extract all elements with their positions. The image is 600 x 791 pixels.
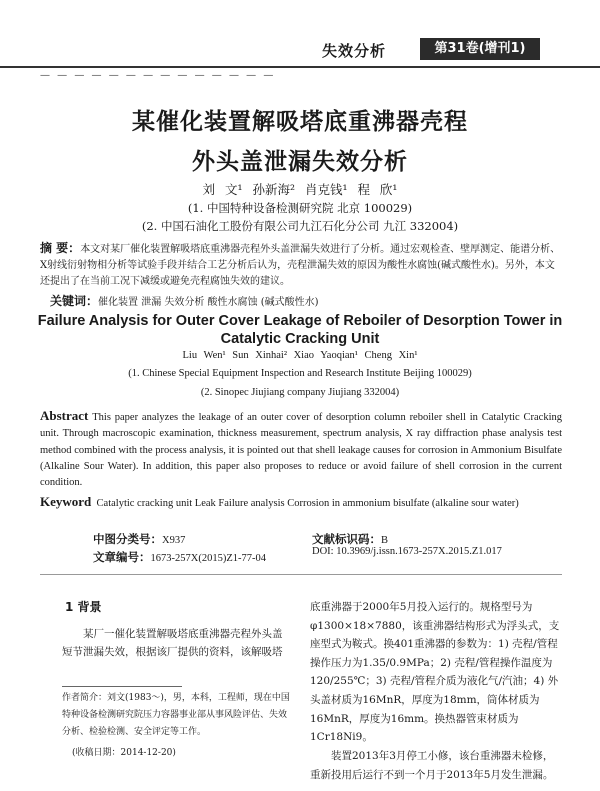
clc-value: X937 bbox=[162, 535, 186, 546]
section-heading-background: 1 背景 bbox=[65, 600, 102, 614]
abstract-cn-text: 本文对某厂催化装置解吸塔底重沸器壳程外头盖泄漏失效进行了分析。通过宏观检查、壁厚测定、能谱分析、X射线衍射物相分析等试验手段并结合工艺分析后认为，壳程泄漏失效的原因为酸性水腐蚀(碱式酸性水)。另外，本文还提出了在当前工况下减缓或避免壳程腐蚀失效的建议。 bbox=[40, 244, 561, 287]
keywords-en-text: Catalytic cracking unit Leak Failure analysis Corrosion in ammonium bisulfate (alkaline sour water) bbox=[96, 498, 519, 509]
journal-name: 失效分析 bbox=[322, 42, 387, 60]
header-dash-line: — — — — — — — — — — — — — — bbox=[40, 70, 276, 81]
keywords-cn-text: 催化装置 泄漏 失效分析 酸性水腐蚀 (碱式酸性水) bbox=[98, 297, 319, 308]
footnote-rule bbox=[62, 686, 182, 687]
abstract-en bbox=[40, 408, 562, 491]
affiliation-en-1: (1. Chinese Special Equipment Inspection and Research Institute Beijing 100029) bbox=[128, 368, 472, 379]
abstract-cn bbox=[40, 240, 562, 290]
keywords-en bbox=[40, 494, 562, 511]
affiliation-en-2: (2. Sinopec Jiujiang company Jiujiang 332004) bbox=[200, 387, 400, 398]
title-cn-line2: 外头盖泄漏失效分析 bbox=[192, 149, 408, 175]
title-en-line2: Catalytic Cracking Unit bbox=[220, 331, 380, 347]
authors-cn: 刘 文¹ 孙新海² 肖克钱¹ 程 欣¹ bbox=[202, 182, 398, 197]
abstract-cn-label: 摘 要： bbox=[40, 241, 81, 255]
keywords-cn-label: 关键词： bbox=[50, 294, 99, 308]
abstract-en-text: This paper analyzes the leakage of an outer cover of desorption column reboiler shell in Catalytic Cracking unit. Through macroscopic examination, thickness measurement, spectrum analysis, X ray diffraction phase analysis test method combined with the process analysis, it is pointed out that shell leakage causes for corrosion in Ammonium Bisulfate (Alkaline Sour Water). In addition, this paper also proposes to reduce or avoid failure of shell corrosion in the current condition. bbox=[40, 412, 562, 489]
clc-number bbox=[93, 528, 185, 547]
body-text-left: 某厂一催化装置解吸塔底重沸器壳程外头盖短节泄漏失效，根据该厂提供的资料，该解吸塔 bbox=[62, 628, 283, 658]
abstract-en-label: Abstract bbox=[40, 408, 89, 423]
authors-en: Liu Wen¹ Sun Xinhai² Xiao Yaoqian¹ Cheng Xin¹ bbox=[182, 350, 418, 361]
affiliation-cn-2: (2. 中国石油化工股份有限公司九江石化分公司 九江 332004) bbox=[141, 219, 459, 233]
affiliation-cn-1: (1. 中国特种设备检测研究院 北京 100029) bbox=[187, 201, 413, 215]
document-code bbox=[312, 528, 388, 547]
received-date: (收稿日期：2014-12-20) bbox=[72, 748, 176, 758]
body-text-right-1: 底重沸器于2000年5月投入运行的。规格型号为φ1300×18×7880，该重沸器结构形式为浮头式，支座型式为鞍式。换401重沸器的参数为：1) 壳程/管程操作压力为1.35/0.9MPa；2) 壳程/管程操作温度为120/255℃；3) 壳程/管程介质为液化气/汽油；4) 外头盖材质为16MnR，厚度为18mm，筒体材质为16MnR，厚度为16mm。换热器管束材质为1Cr18Ni9。 bbox=[310, 601, 560, 744]
title-en bbox=[0, 312, 600, 348]
clc-label: 中图分类号： bbox=[93, 532, 162, 546]
doi: DOI: 10.3969/j.issn.1673-257X.2015.Z1.017 bbox=[312, 546, 502, 557]
body-text-right-2: 装置2013年3月停工小修，该台重沸器未检修，重新投用后运行不到一个月于2013年5月发生泄漏。 bbox=[310, 750, 554, 781]
header-rule bbox=[0, 66, 600, 68]
keywords-en-label: Keyword bbox=[40, 494, 92, 509]
author-footnote: 作者简介：刘文(1983～)，男，本科，工程师，现在中国特种设备检测研究院压力容器事业部从事风险评估、失效分析、检验检测、安全评定等工作。 bbox=[62, 693, 290, 737]
doccode-label: 文献标识码： bbox=[312, 532, 381, 546]
doccode-value: B bbox=[381, 535, 389, 546]
title-en-line1: Failure Analysis for Outer Cover Leakage of Reboiler of Desorption Tower in bbox=[37, 313, 563, 329]
section-divider bbox=[40, 574, 562, 575]
issue-badge: 第31卷(增刊1) bbox=[420, 38, 540, 60]
article-number bbox=[93, 546, 266, 565]
title-cn-line1: 某催化装置解吸塔底重沸器壳程 bbox=[132, 109, 468, 135]
articleno-label: 文章编号： bbox=[93, 550, 151, 564]
articleno-value: 1673-257X(2015)Z1-77-04 bbox=[150, 553, 266, 564]
keywords-cn bbox=[50, 292, 560, 309]
